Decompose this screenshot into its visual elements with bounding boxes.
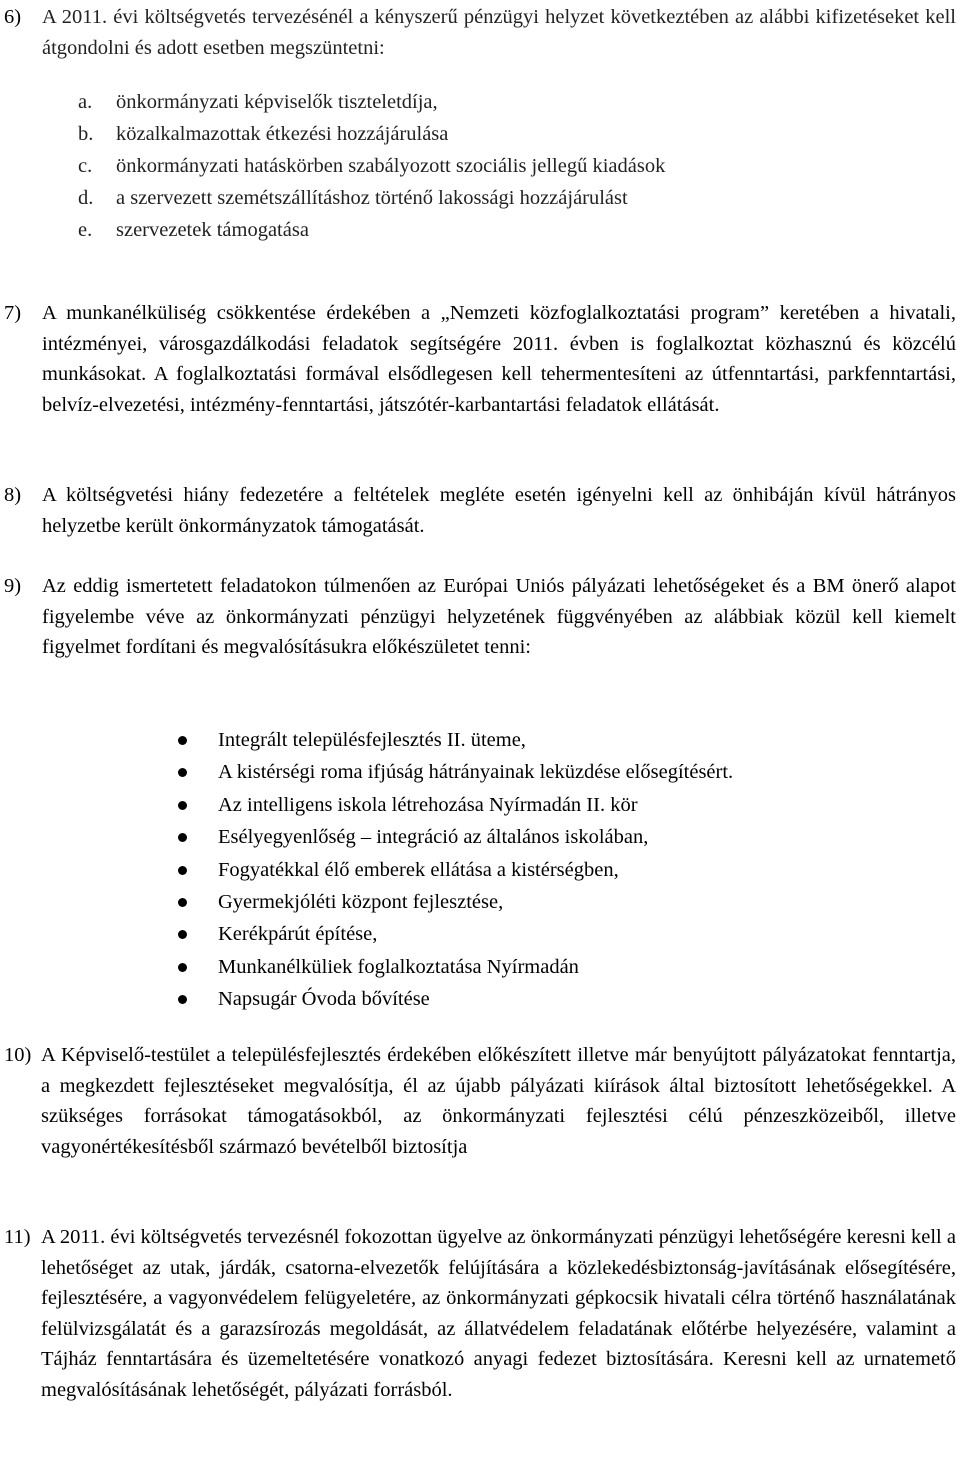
list-item-text: A kistérségi roma ifjúság hátrányainak leküzdése elősegítésért. xyxy=(218,761,734,784)
section-text: A 2011. évi költségvetés tervezésénél a kényszerű pénzügyi helyzet következtében az alábbi kifizetéseket kell átgondolni és adott esetben megszüntetni: xyxy=(42,6,956,59)
list-item xyxy=(78,150,665,182)
list-item-text: közalkalmazottak étkezési hozzájárulása xyxy=(116,123,449,145)
list-marker: c. xyxy=(78,155,93,177)
list-item-text: önkormányzati képviselők tiszteletdíja, xyxy=(116,91,438,113)
section-text: A Képviselő-testület a településfejlesztés érdekében előkészített illetve már benyújtott pályázatokat fenntartja, a megkezdett fejlesztéseket megvalósítja, él az újabb pályázati kiírások által biztosított lehetőségekkel. A szükséges forrásokat támogatásokból, az önkormányzati fejlesztési célú pénzeszközeiből, illetve vagyonértékesítésből származó bevételből biztosítja xyxy=(41,1044,956,1158)
section-10 xyxy=(4,1040,956,1162)
list-item xyxy=(178,886,733,918)
list-item-text: Az intelligens iskola létrehozása Nyírmadán II. kör xyxy=(218,793,638,816)
list-item-text: Kerékpárút építése, xyxy=(218,923,378,946)
section-number: 6) xyxy=(4,6,22,28)
section-number: 8) xyxy=(4,484,22,506)
list-marker: b. xyxy=(78,123,94,145)
section-9 xyxy=(4,571,956,663)
list-marker: a. xyxy=(78,91,93,113)
section-number: 7) xyxy=(4,302,22,324)
list-item-text: önkormányzati hatáskörben szabályozott szociális jellegű kiadások xyxy=(116,155,666,177)
bullet-list xyxy=(178,724,733,1016)
bullet-icon xyxy=(178,963,187,972)
bullet-icon xyxy=(178,995,187,1004)
list-marker: d. xyxy=(78,187,94,209)
bullet-icon xyxy=(178,768,187,777)
bullet-icon xyxy=(178,898,187,907)
list-item xyxy=(78,86,665,118)
section-text: A munkanélküliség csökkentése érdekében a „Nemzeti közfoglalkoztatási program” keretében a hivatali, intézményei, városgazdálkodási feladatok segítségére 2011. évben is foglalkoztat közhasznú és közcélú munkásokat. A foglalkoztatási formával elsődlegesen kell tehermentesíteni az útfenntartási, parkfenntartási, belvíz-elvezetési, intézmény-fenntartási, játszótér-karbantartási feladatok ellátását. xyxy=(42,302,956,416)
list-item xyxy=(78,182,665,214)
list-item-text: Gyermekjóléti központ fejlesztése, xyxy=(218,890,504,913)
bullet-icon xyxy=(178,866,187,875)
list-item xyxy=(178,951,733,983)
list-item-text: Napsugár Óvoda bővítése xyxy=(218,988,430,1011)
list-item xyxy=(78,118,665,150)
section-text: Az eddig ismertetett feladatokon túlmenően az Európai Uniós pályázati lehetőségeket és a BM önerő alapot figyelembe véve az önkormányzati pénzügyi helyzetének függvényében az alábbiak közül kell kiemelt figyelmet fordítani és megvalósításukra előkészületet tenni: xyxy=(42,575,956,658)
list-item xyxy=(178,854,733,886)
list-item-text: a szervezett szemétszállításhoz történő lakossági hozzájárulást xyxy=(116,187,628,209)
bullet-icon xyxy=(178,833,187,842)
list-item xyxy=(78,214,665,246)
lettered-list xyxy=(78,86,665,246)
section-text: A 2011. évi költségvetés tervezésnél fokozottan ügyelve az önkormányzati pénzügyi lehetőségére keresni kell a lehetőséget az utak, járdák, csatorna-elvezetők felújítására a közlekedésbiztonság-javításának elősegítésére, fejlesztésére, a vagyonvédelem felügyeletére, az önkormányzati gépkocsik hivatali célra történő használatának felülvizsgálatát és a garazsírozás megoldását, az állatvédelem feladatának előtérbe helyezésére, valamint a Tájház fenntartására és üzemeltetésére vonatkozó anyagi fedezet biztosítására. Keresni kell az urnatemető megvalósításának lehetőségét, pályázati forrásból. xyxy=(41,1226,956,1401)
bullet-icon xyxy=(178,930,187,939)
list-item xyxy=(178,821,733,853)
list-item xyxy=(178,756,733,788)
section-7 xyxy=(4,298,956,420)
list-item-text: szervezetek támogatása xyxy=(116,219,309,241)
section-text: A költségvetési hiány fedezetére a feltételek megléte esetén igényelni kell az önhibáján kívül hátrányos helyzetbe került önkormányzatok támogatását. xyxy=(42,484,956,537)
list-marker: e. xyxy=(78,219,93,241)
section-8 xyxy=(4,480,956,541)
list-item-text: Esélyegyenlőség – integráció az általános iskolában, xyxy=(218,826,649,849)
section-6 xyxy=(4,2,956,63)
list-item-text: Integrált településfejlesztés II. üteme, xyxy=(218,729,526,751)
list-item xyxy=(178,918,733,950)
list-item-text: Fogyatékkal élő emberek ellátása a kistérségben, xyxy=(218,858,619,881)
list-item-text: Munkanélküliek foglalkoztatása Nyírmadán xyxy=(218,955,579,978)
list-item xyxy=(178,724,733,756)
list-item xyxy=(178,983,733,1015)
list-item xyxy=(178,789,733,821)
section-number: 9) xyxy=(4,575,22,597)
bullet-icon xyxy=(178,801,187,810)
section-number: 11) xyxy=(4,1226,31,1248)
section-11 xyxy=(4,1222,956,1405)
section-number: 10) xyxy=(4,1044,32,1066)
bullet-icon xyxy=(178,736,187,745)
